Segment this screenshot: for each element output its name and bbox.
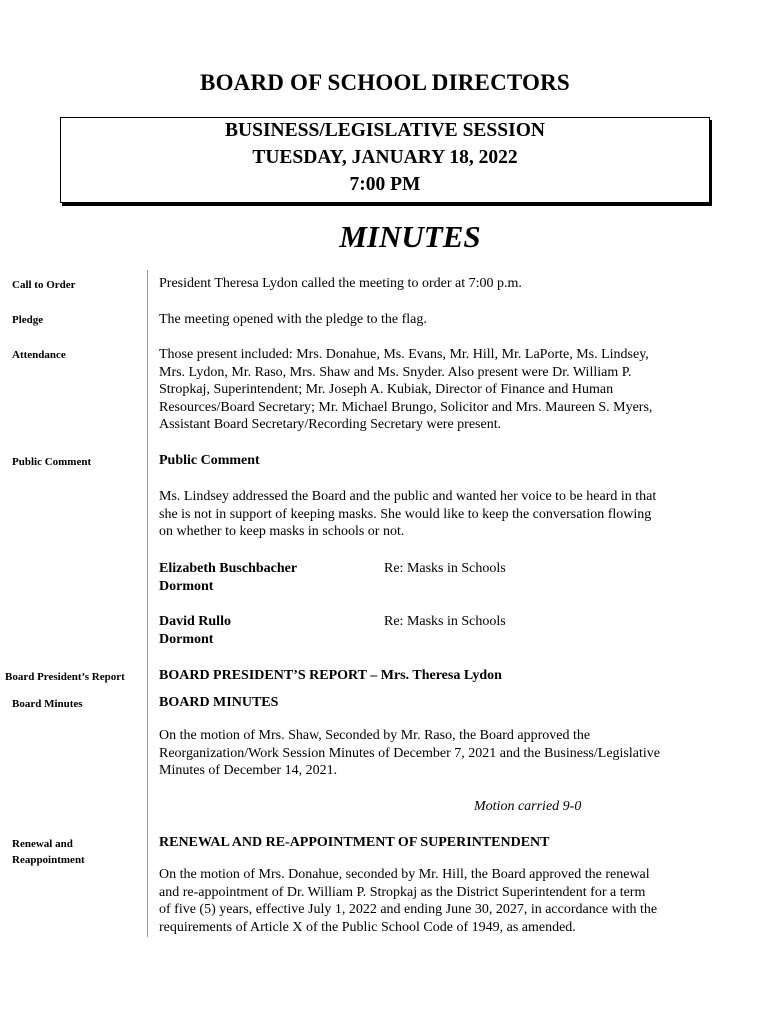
attendance-line: Those present included: Mrs. Donahue, Ms. Evans, Mr. Hill, Mr. LaPorte, Ms. Lindsey, <box>159 347 649 362</box>
attendance-line: Assistant Board Secretary/Recording Secretary were present. <box>159 417 502 433</box>
public-comment-line: Ms. Lindsey addressed the Board and the public and wanted her voice to be heard in that <box>159 489 657 504</box>
side-label-line: Reappointment <box>12 854 85 866</box>
board-minutes-paragraph <box>159 727 707 780</box>
speaker-location: Dormont <box>159 632 214 647</box>
renewal-line: requirements of Article X of the Public School Code of 1949, as amended. <box>159 919 576 935</box>
public-comment-line: on whether to keep masks in schools or not. <box>159 524 405 540</box>
call-to-order-text: President Theresa Lydon called the meeting to order at 7:00 p.m. <box>159 276 522 291</box>
board-minutes-line: Reorganization/Work Session Minutes of December 7, 2021 and the Business/Legislative <box>159 745 660 761</box>
renewal-heading: RENEWAL AND RE-APPOINTMENT OF SUPERINTENDENT <box>159 835 550 850</box>
side-label-pledge: Pledge <box>12 314 44 326</box>
board-minutes-line: Minutes of December 14, 2021. <box>159 763 338 779</box>
renewal-paragraph <box>159 866 707 936</box>
pledge-text: The meeting opened with the pledge to the flag. <box>159 312 427 327</box>
renewal-line: and re-appointment of Dr. William P. Stropkaj as the District Superintendent for a term <box>159 884 646 900</box>
speaker-name: David Rullo <box>159 614 231 629</box>
margin-divider <box>147 270 148 937</box>
side-label-president-report: Board President’s Report <box>5 671 125 683</box>
side-label-renewal <box>12 836 85 868</box>
board-minutes-line: On the motion of Mrs. Shaw, Seconded by Mr. Raso, the Board approved the <box>159 728 591 743</box>
motion-result: Motion carried 9-0 <box>474 799 582 814</box>
document-title: MINUTES <box>339 219 481 254</box>
public-comment-paragraph <box>159 488 707 541</box>
session-date: TUESDAY, JANUARY 18, 2022 <box>252 147 518 168</box>
board-minutes-heading: BOARD MINUTES <box>159 695 279 710</box>
session-header-box <box>60 117 710 203</box>
session-time: 7:00 PM <box>349 174 421 195</box>
speaker-topic: Re: Masks in Schools <box>384 561 506 576</box>
attendance-line: Mrs. Lydon, Mr. Raso, Mrs. Shaw and Ms. Snyder. Also present were Dr. William P. <box>159 364 632 380</box>
renewal-line: of five (5) years, effective July 1, 2022 and ending June 30, 2027, in accordance with the <box>159 902 658 918</box>
speaker-name: Elizabeth Buschbacher <box>159 561 298 576</box>
side-label-board-minutes: Board Minutes <box>12 698 83 710</box>
speaker-topic: Re: Masks in Schools <box>384 614 506 629</box>
side-label-call-to-order: Call to Order <box>12 279 76 291</box>
side-label-line: Renewal and <box>12 838 73 850</box>
speaker-location: Dormont <box>159 579 214 594</box>
attendance-line: Stropkaj, Superintendent; Mr. Joseph A. Kubiak, Director of Finance and Human <box>159 382 614 398</box>
attendance-line: Resources/Board Secretary; Mr. Michael Brungo, Solicitor and Mrs. Maureen S. Myers, <box>159 399 653 415</box>
side-label-attendance: Attendance <box>12 349 66 361</box>
renewal-line: On the motion of Mrs. Donahue, seconded by Mr. Hill, the Board approved the renewal <box>159 867 650 882</box>
president-report-heading: BOARD PRESIDENT’S REPORT – Mrs. Theresa Lydon <box>159 668 502 683</box>
public-comment-line: she is not in support of keeping masks. She would like to keep the conversation flowing <box>159 506 652 522</box>
side-label-public-comment: Public Comment <box>12 456 92 468</box>
session-type: BUSINESS/LEGISLATIVE SESSION <box>225 120 545 141</box>
attendance-paragraph <box>159 346 707 434</box>
org-title: BOARD OF SCHOOL DIRECTORS <box>200 70 570 95</box>
public-comment-heading: Public Comment <box>159 453 260 468</box>
